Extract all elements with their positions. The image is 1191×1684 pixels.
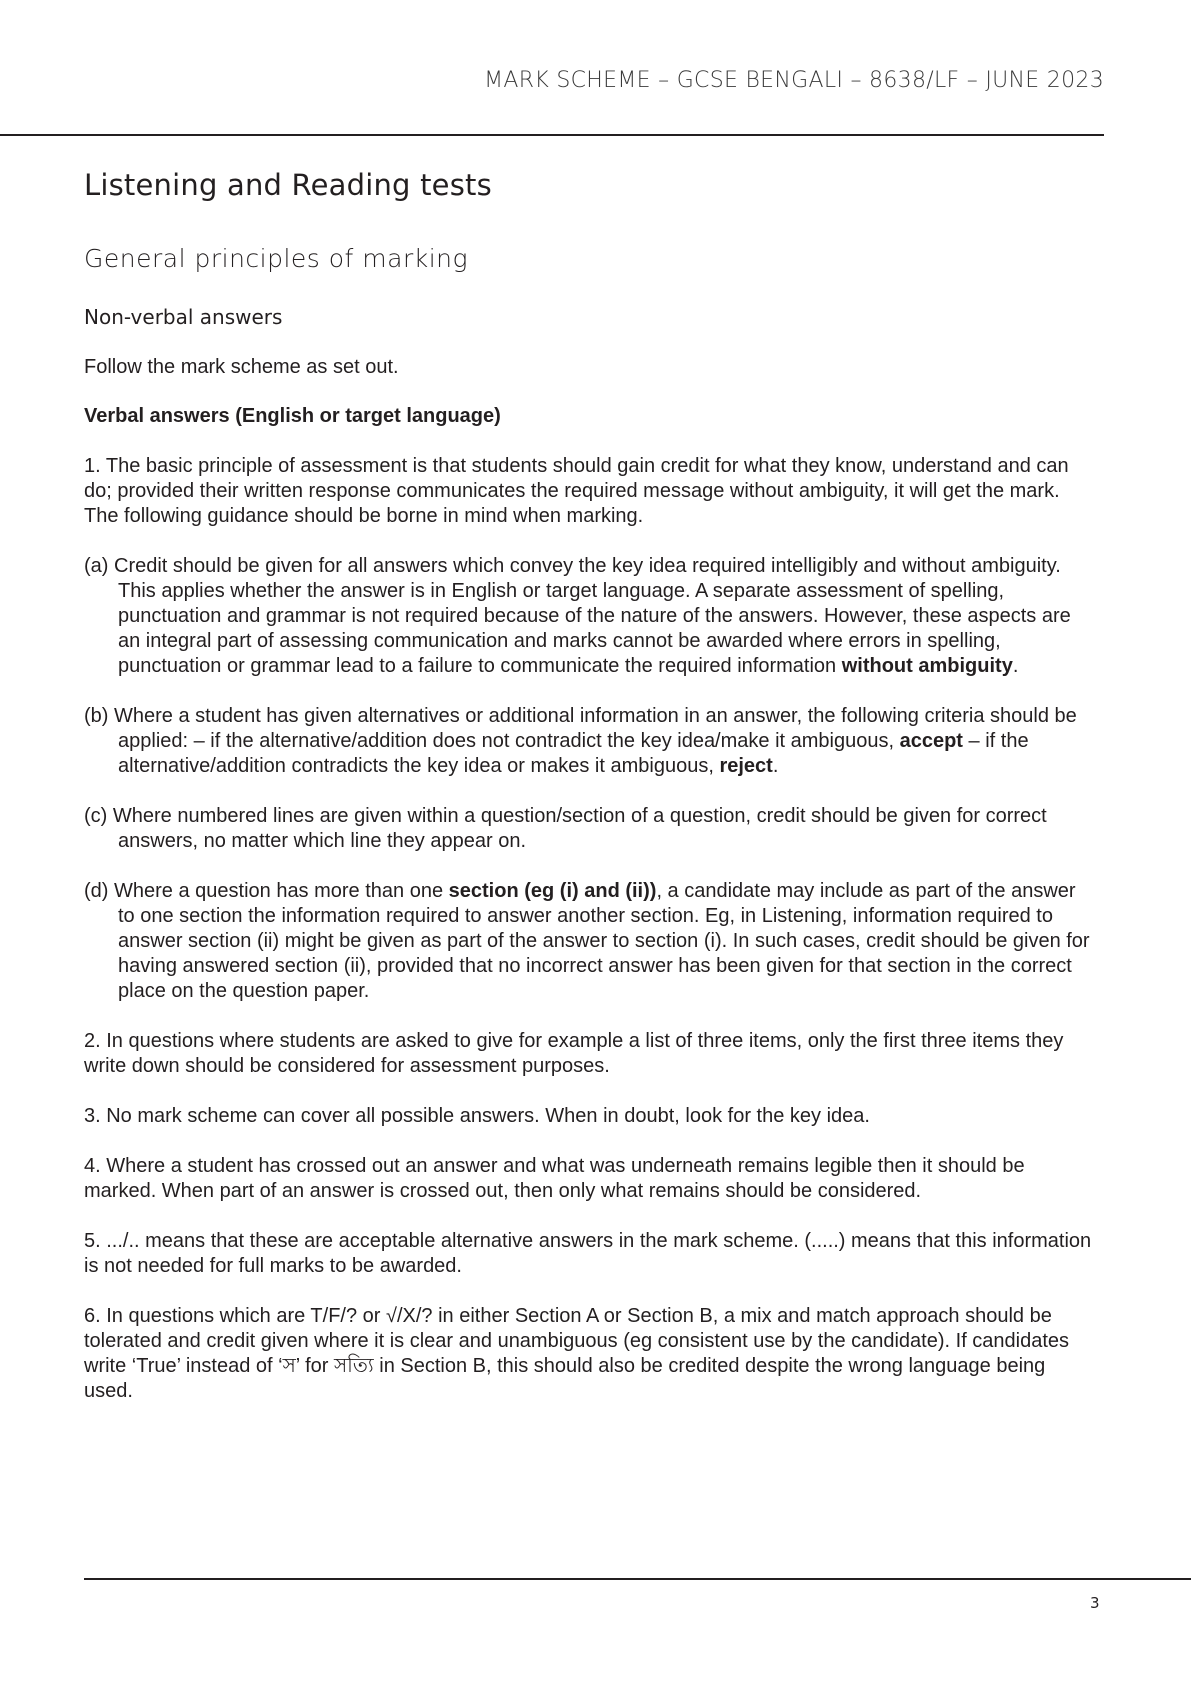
guidance-b-text1: (b) Where a student has given alternatives or additional information in an answer, the following criteria should be applied: – if the alternative/addition does not contradict the key idea/make it ambiguous, xyxy=(84,705,1077,752)
guidance-b-accept: accept xyxy=(899,730,963,752)
guidance-d-bold: section (eg (i) and (ii)) xyxy=(448,880,657,902)
guidance-c: (c) Where numbered lines are given within a question/section of a question, credit should be given for correct answers, no matter which line they appear on. xyxy=(84,805,1047,852)
guidance-d-text1: (d) Where a question has more than one xyxy=(84,880,449,902)
verbal-heading: Verbal answers (English or target language) xyxy=(84,405,501,427)
header-rule xyxy=(0,134,1104,136)
guidance-d-text2: , a candidate may include as part of the answer to one section the information required to answer another section. Eg, in Listening, information required to answer section (ii) might be given as part of the answer to section (i). In such cases, credit should be given for having answered section (ii), provided that no incorrect answer has been given for that section in the correct place on the question paper. xyxy=(118,880,1090,1002)
guidance-b xyxy=(84,704,1094,779)
principle-6: 6. In questions which are T/F/? or √/X/? in either Section A or Section B, a mix and match approach should be tolerated and credit given where it is clear and unambiguous (eg consistent use by the candidate). If candidates write ‘True’ instead of ‘স’ for সত্যি in Section B, this should also be credited despite the wrong language being used. xyxy=(84,1305,1070,1402)
nonverbal-heading: Non-verbal answers xyxy=(84,305,283,329)
page-number: 3 xyxy=(1090,1594,1100,1612)
guidance-a xyxy=(84,554,1094,679)
guidance-b-end: . xyxy=(772,755,779,777)
nonverbal-text: Follow the mark scheme as set out. xyxy=(84,356,399,378)
footer-rule xyxy=(84,1578,1191,1580)
principle-3: 3. No mark scheme can cover all possible answers. When in doubt, look for the key idea. xyxy=(84,1105,870,1127)
guidance-a-bold: without ambiguity xyxy=(841,655,1013,677)
running-header: MARK SCHEME – GCSE BENGALI – 8638/LF – JUNE 2023 xyxy=(484,68,1104,93)
principle-1: 1. The basic principle of assessment is that students should gain credit for what they know, understand and can do; provided their written response communicates the required message without ambiguity, it will get the mark. The following guidance should be borne in mind when marking. xyxy=(84,455,1069,527)
guidance-a-end: . xyxy=(1012,655,1019,677)
guidance-b-text2: – if the alternative/addition contradicts the key idea or makes it ambiguous, xyxy=(118,730,1029,777)
guidance-b-reject: reject xyxy=(719,755,773,777)
principle-4: 4. Where a student has crossed out an answer and what was underneath remains legible then it should be marked. When part of an answer is crossed out, then only what remains should be considered. xyxy=(84,1155,1025,1202)
section-subtitle: General principles of marking xyxy=(84,244,469,273)
guidance-a-text: (a) Credit should be given for all answers which convey the key idea required intelligibly and without ambiguity. This applies whether the answer is in English or target language. A separate assessment of spelling, punctuation and grammar is not required because of the nature of the answers. However, these aspects are an integral part of assessing communication and marks cannot be awarded where errors in spelling, punctuation or grammar lead to a failure to communicate the required information xyxy=(84,555,1071,677)
page-content xyxy=(84,168,1094,1404)
principle-2: 2. In questions where students are asked to give for example a list of three items, only the first three items they write down should be considered for assessment purposes. xyxy=(84,1030,1064,1077)
section-title: Listening and Reading tests xyxy=(84,168,492,202)
principle-5: 5. .../.. means that these are acceptable alternative answers in the mark scheme. (.....) means that this information is not needed for full marks to be awarded. xyxy=(84,1230,1092,1277)
guidance-d xyxy=(84,879,1094,1004)
